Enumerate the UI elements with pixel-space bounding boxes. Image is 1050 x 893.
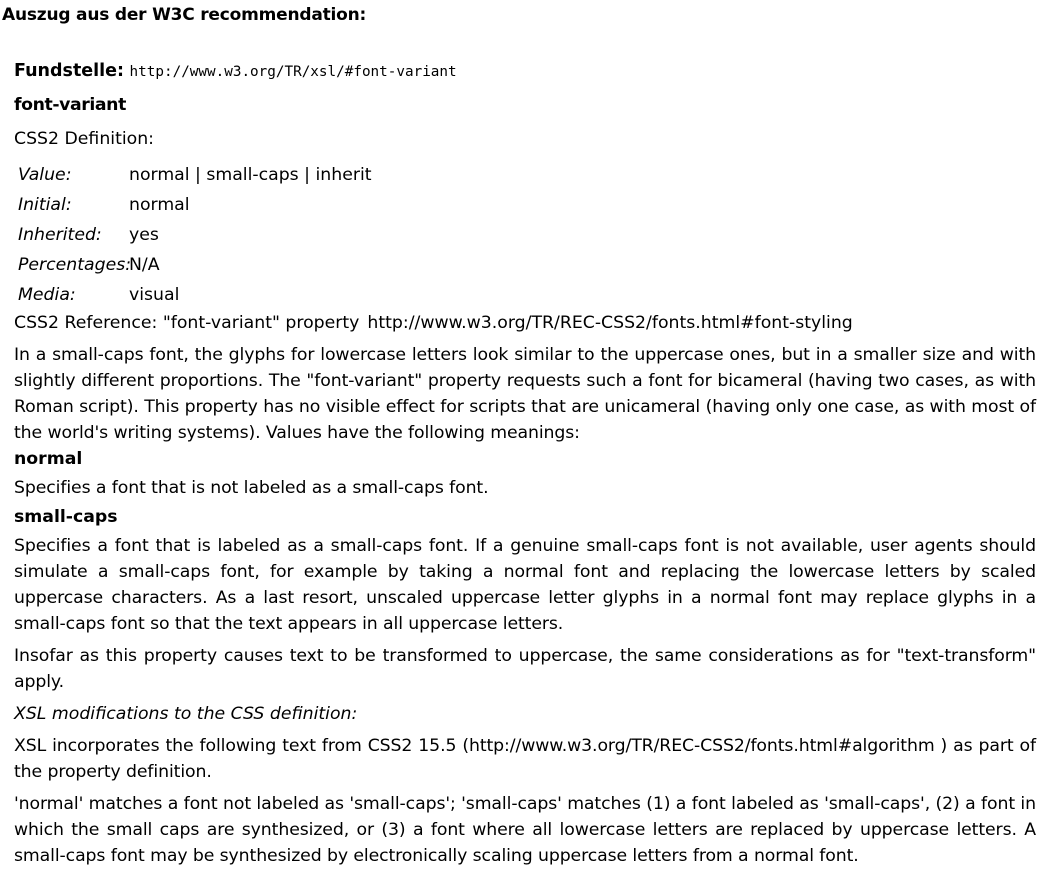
definition-key: Inherited: <box>18 225 102 245</box>
definition-value: normal <box>129 195 190 215</box>
normal-description: Specifies a font that is not labeled as a small-caps font. <box>14 478 489 498</box>
source-url: http://www.w3.org/TR/xsl/#font-variant <box>129 64 457 80</box>
definition-row-value <box>18 160 1036 190</box>
source-line <box>14 58 1036 84</box>
definition-value: N/A <box>129 255 160 275</box>
property-name: font-variant <box>14 95 126 115</box>
insofar-paragraph: Insofar as this property causes text to be transformed to uppercase, the same considerations as for "text-transform" apply. <box>14 646 1036 692</box>
definition-table <box>18 160 1036 310</box>
css2-reference-url: http://www.w3.org/TR/REC-CSS2/fonts.html#font-styling <box>367 313 853 333</box>
small-caps-term: small-caps <box>14 507 118 527</box>
xsl-modifications-heading: XSL modifications to the CSS definition: <box>14 704 358 724</box>
definition-value: yes <box>129 225 159 245</box>
definition-row-inherited <box>18 220 1036 250</box>
definition-key: Media: <box>18 285 76 305</box>
css2-reference-line <box>14 310 1036 336</box>
definition-key: Value: <box>18 165 72 185</box>
xsl-incorporates-paragraph: XSL incorporates the following text from CSS2 15.5 (http://www.w3.org/TR/REC-CSS2/fonts.html#algorithm ) as part of the property definition. <box>14 736 1036 782</box>
definition-row-percentages <box>18 250 1036 280</box>
normal-term: normal <box>14 449 83 469</box>
css2-definition-label: CSS2 Definition: <box>14 129 154 149</box>
definition-row-media <box>18 280 1036 310</box>
small-caps-description: Specifies a font that is labeled as a small-caps font. If a genuine small-caps font is not available, user agents should simulate a small-caps font, for example by taking a normal font and replacing the lowercase letters by scaled uppercase characters. As a last resort, unscaled uppercase letter glyphs in a normal font may replace glyphs in a small-caps font so that the text appears in all uppercase letters. <box>14 536 1036 634</box>
definition-key: Percentages: <box>18 255 132 275</box>
intro-paragraph: In a small-caps font, the glyphs for lowercase letters look similar to the uppercase ones, but in a smaller size and with slightly different proportions. The "font-variant" property requests such a font for bicameral (having two cases, as with Roman script). This property has no visible effect for scripts that are unicameral (having only one case, as with most of the world's writing systems). Values have the following meanings: <box>14 345 1036 443</box>
definition-row-initial <box>18 190 1036 220</box>
w3c-excerpt <box>14 58 1036 869</box>
css2-reference-label: CSS2 Reference: "font-variant" property <box>14 313 360 333</box>
page-heading: Auszug aus der W3C recommendation: <box>2 5 367 25</box>
definition-key: Initial: <box>18 195 72 215</box>
matching-paragraph: 'normal' matches a font not labeled as 'small-caps'; 'small-caps' matches (1) a font labeled as 'small-caps', (2) a font in which the small caps are synthesized, or (3) a font where all lowercase letters are replaced by uppercase letters. A small-caps font may be synthesized by electronically scaling uppercase letters from a normal font. <box>14 794 1036 866</box>
source-label: Fundstelle: <box>14 61 125 81</box>
definition-value: visual <box>129 285 180 305</box>
definition-value: normal | small-caps | inherit <box>129 165 372 185</box>
